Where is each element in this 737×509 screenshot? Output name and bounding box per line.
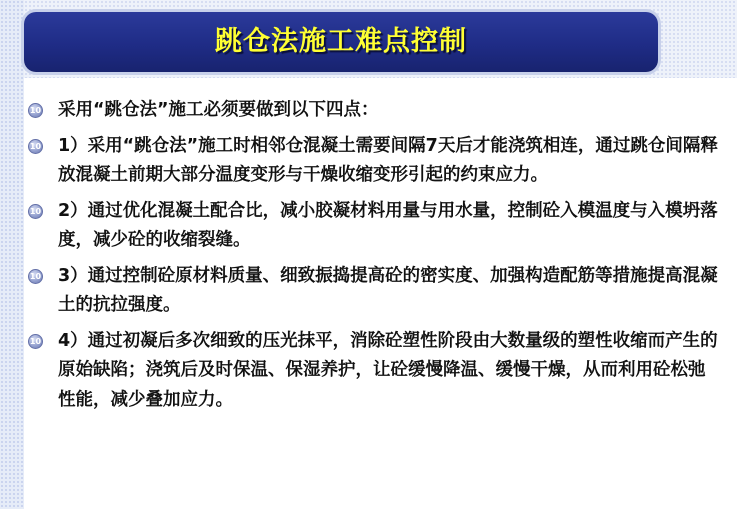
list-item-text: 1）采用“跳仓法”施工时相邻仓混凝土需要间隔7天后才能浇筑相连，通过跳仓间隔释放混凝土前期大部分温度变形与干燥收缩变形引起的约束应力。	[58, 135, 718, 185]
list-item-text: 3）通过控制砼原材料质量、细致振捣提高砼的密实度、加强构造配筋等措施提高混凝土的抗拉强度。	[58, 265, 718, 315]
list-item	[28, 197, 718, 256]
list-item	[28, 262, 718, 321]
bullet-icon: 10	[28, 269, 43, 284]
list-item-text: 4）通过初凝后多次细致的压光抹平，消除砼塑性阶段由大数量级的塑性收缩而产生的原始缺陷；浇筑后及时保温、保湿养护，让砼缓慢降温、缓慢干燥，从而利用砼松弛性能，减少叠加应力。	[58, 330, 718, 410]
list-item-text: 采用“跳仓法”施工必须要做到以下四点：	[58, 100, 379, 120]
bullet-icon: 10	[28, 103, 43, 118]
list-item	[28, 132, 718, 191]
title-banner	[24, 12, 658, 72]
list-item	[28, 327, 718, 416]
bullet-icon: 10	[28, 334, 43, 349]
bullet-icon: 10	[28, 204, 43, 219]
list-item	[28, 96, 718, 126]
decorative-left-stripe	[0, 0, 24, 509]
list-item-text: 2）通过优化混凝土配合比，减小胶凝材料用量与用水量，控制砼入模温度与入模坍落度，减少砼的收缩裂缝。	[58, 200, 718, 250]
bullet-list	[28, 96, 718, 421]
bullet-icon: 10	[28, 139, 43, 154]
page-title: 跳仓法施工难点控制	[215, 26, 467, 57]
